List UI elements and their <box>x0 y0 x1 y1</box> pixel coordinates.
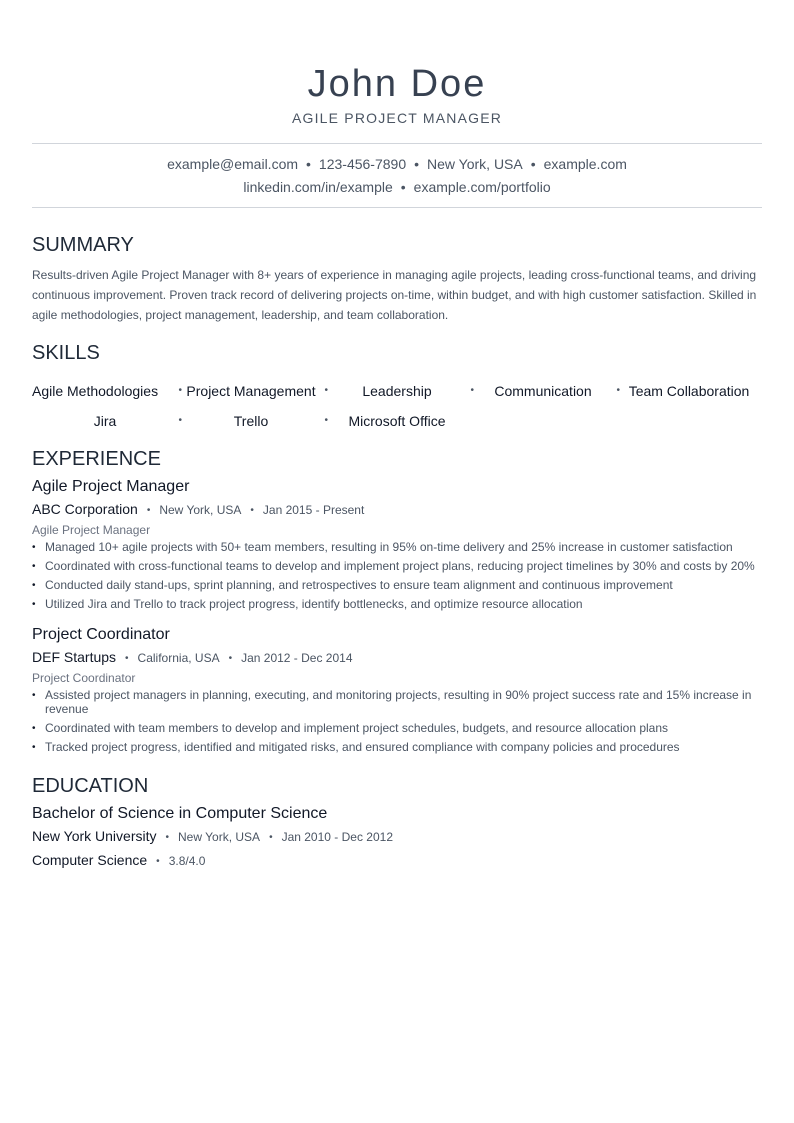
job-role: Agile Project Manager <box>32 523 151 537</box>
skill-item: Communication • <box>470 375 616 407</box>
degree-title: Bachelor of Science in Computer Science <box>32 805 328 822</box>
job-bullets <box>32 540 762 611</box>
contact-line-2 <box>32 176 762 199</box>
job-company: DEF Startups <box>32 649 117 665</box>
skill-item: Team Collaboration <box>628 383 750 399</box>
resume-page <box>32 0 762 872</box>
separator-dot: • <box>400 179 406 195</box>
education-meta <box>32 827 762 848</box>
job-location: California, USA <box>137 651 220 665</box>
school-location: New York, USA <box>178 830 261 844</box>
school-dates: Jan 2010 - Dec 2012 <box>281 830 393 844</box>
education-field-meta <box>32 851 762 872</box>
skill-item: Agile Methodologies • <box>32 375 178 407</box>
job-dates: Jan 2015 - Present <box>262 503 365 517</box>
bullet-item: • Coordinated with team members to develop and implement project schedules, budgets, and resource allocation plans <box>32 721 762 735</box>
experience-heading: EXPERIENCE <box>32 448 161 470</box>
bullet-item: • Managed 10+ agile projects with 50+ team members, resulting in 95% on-time delivery and 25% increase in customer satisfaction <box>32 540 762 554</box>
education-heading: EDUCATION <box>32 775 149 797</box>
separator-dot: • <box>250 505 254 516</box>
summary-heading: SUMMARY <box>32 234 134 256</box>
contact-line-1 <box>32 153 762 176</box>
contact-email[interactable]: example@email.com <box>167 156 299 172</box>
separator-dot: • <box>228 653 233 664</box>
education-entry <box>32 804 762 872</box>
job-title: Agile Project Manager <box>32 478 190 495</box>
separator-dot: • <box>125 653 129 664</box>
job-company: ABC Corporation <box>32 501 138 517</box>
job-role: Project Coordinator <box>32 671 136 685</box>
summary-text: Results-driven Agile Project Manager with 8+ years of experience in managing agile projects, leading cross-functional teams, and driving continuous improvement. Proven track record of delivering projects on-time, within budget, and with high customer satisfaction. Skilled in agile methodologies, project management, leadership, and team collaboration. <box>32 268 757 322</box>
field-of-study: Computer Science <box>32 852 148 868</box>
skill-item: Leadership • <box>324 375 470 407</box>
candidate-name: John Doe <box>307 63 487 105</box>
separator-dot: • <box>306 156 311 172</box>
job-entry <box>32 625 762 754</box>
bullet-item: • Assisted project managers in planning, executing, and monitoring projects, resulting in 90% project success rate and 15% increase in revenue <box>32 688 762 716</box>
job-entry <box>32 477 762 611</box>
bullet-item: • Coordinated with cross-functional teams to develop and implement project plans, reducing project timelines by 30% and costs by 20% <box>32 559 762 573</box>
bullet-item: • Tracked project progress, identified and mitigated risks, and ensured compliance with company policies and procedures <box>32 740 762 754</box>
skill-item: Project Management • <box>178 375 324 407</box>
job-meta <box>32 648 762 669</box>
skill-item: Jira • <box>32 411 178 431</box>
job-meta <box>32 500 762 521</box>
gpa: 3.8/4.0 <box>168 854 206 868</box>
contact-portfolio[interactable]: example.com/portfolio <box>413 179 551 195</box>
skills-heading: SKILLS <box>32 342 100 364</box>
candidate-title: AGILE PROJECT MANAGER <box>291 110 503 126</box>
contact-linkedin[interactable]: linkedin.com/in/example <box>243 179 393 195</box>
bullet-item: • Utilized Jira and Trello to track project progress, identify bottlenecks, and optimize resource allocation <box>32 597 762 611</box>
skill-item: Microsoft Office <box>348 413 446 429</box>
bullet-item: • Conducted daily stand-ups, sprint planning, and retrospectives to ensure team alignment and continuous improvement <box>32 578 762 592</box>
contact-phone[interactable]: 123-456-7890 <box>318 156 407 172</box>
separator-dot: • <box>414 156 420 172</box>
contact-block <box>32 143 762 208</box>
skill-item: Trello • <box>178 411 324 431</box>
contact-location: New York, USA <box>427 156 523 172</box>
skills-list <box>32 375 762 431</box>
separator-dot: • <box>269 832 273 843</box>
job-bullets <box>32 688 762 754</box>
separator-dot: • <box>156 856 160 867</box>
job-dates: Jan 2012 - Dec 2014 <box>241 651 353 665</box>
school-name: New York University <box>32 828 157 844</box>
contact-website[interactable]: example.com <box>543 156 627 172</box>
job-title: Project Coordinator <box>32 626 170 643</box>
separator-dot: • <box>530 156 536 172</box>
separator-dot: • <box>146 505 151 516</box>
job-location: New York, USA <box>159 503 242 517</box>
separator-dot: • <box>165 832 170 843</box>
